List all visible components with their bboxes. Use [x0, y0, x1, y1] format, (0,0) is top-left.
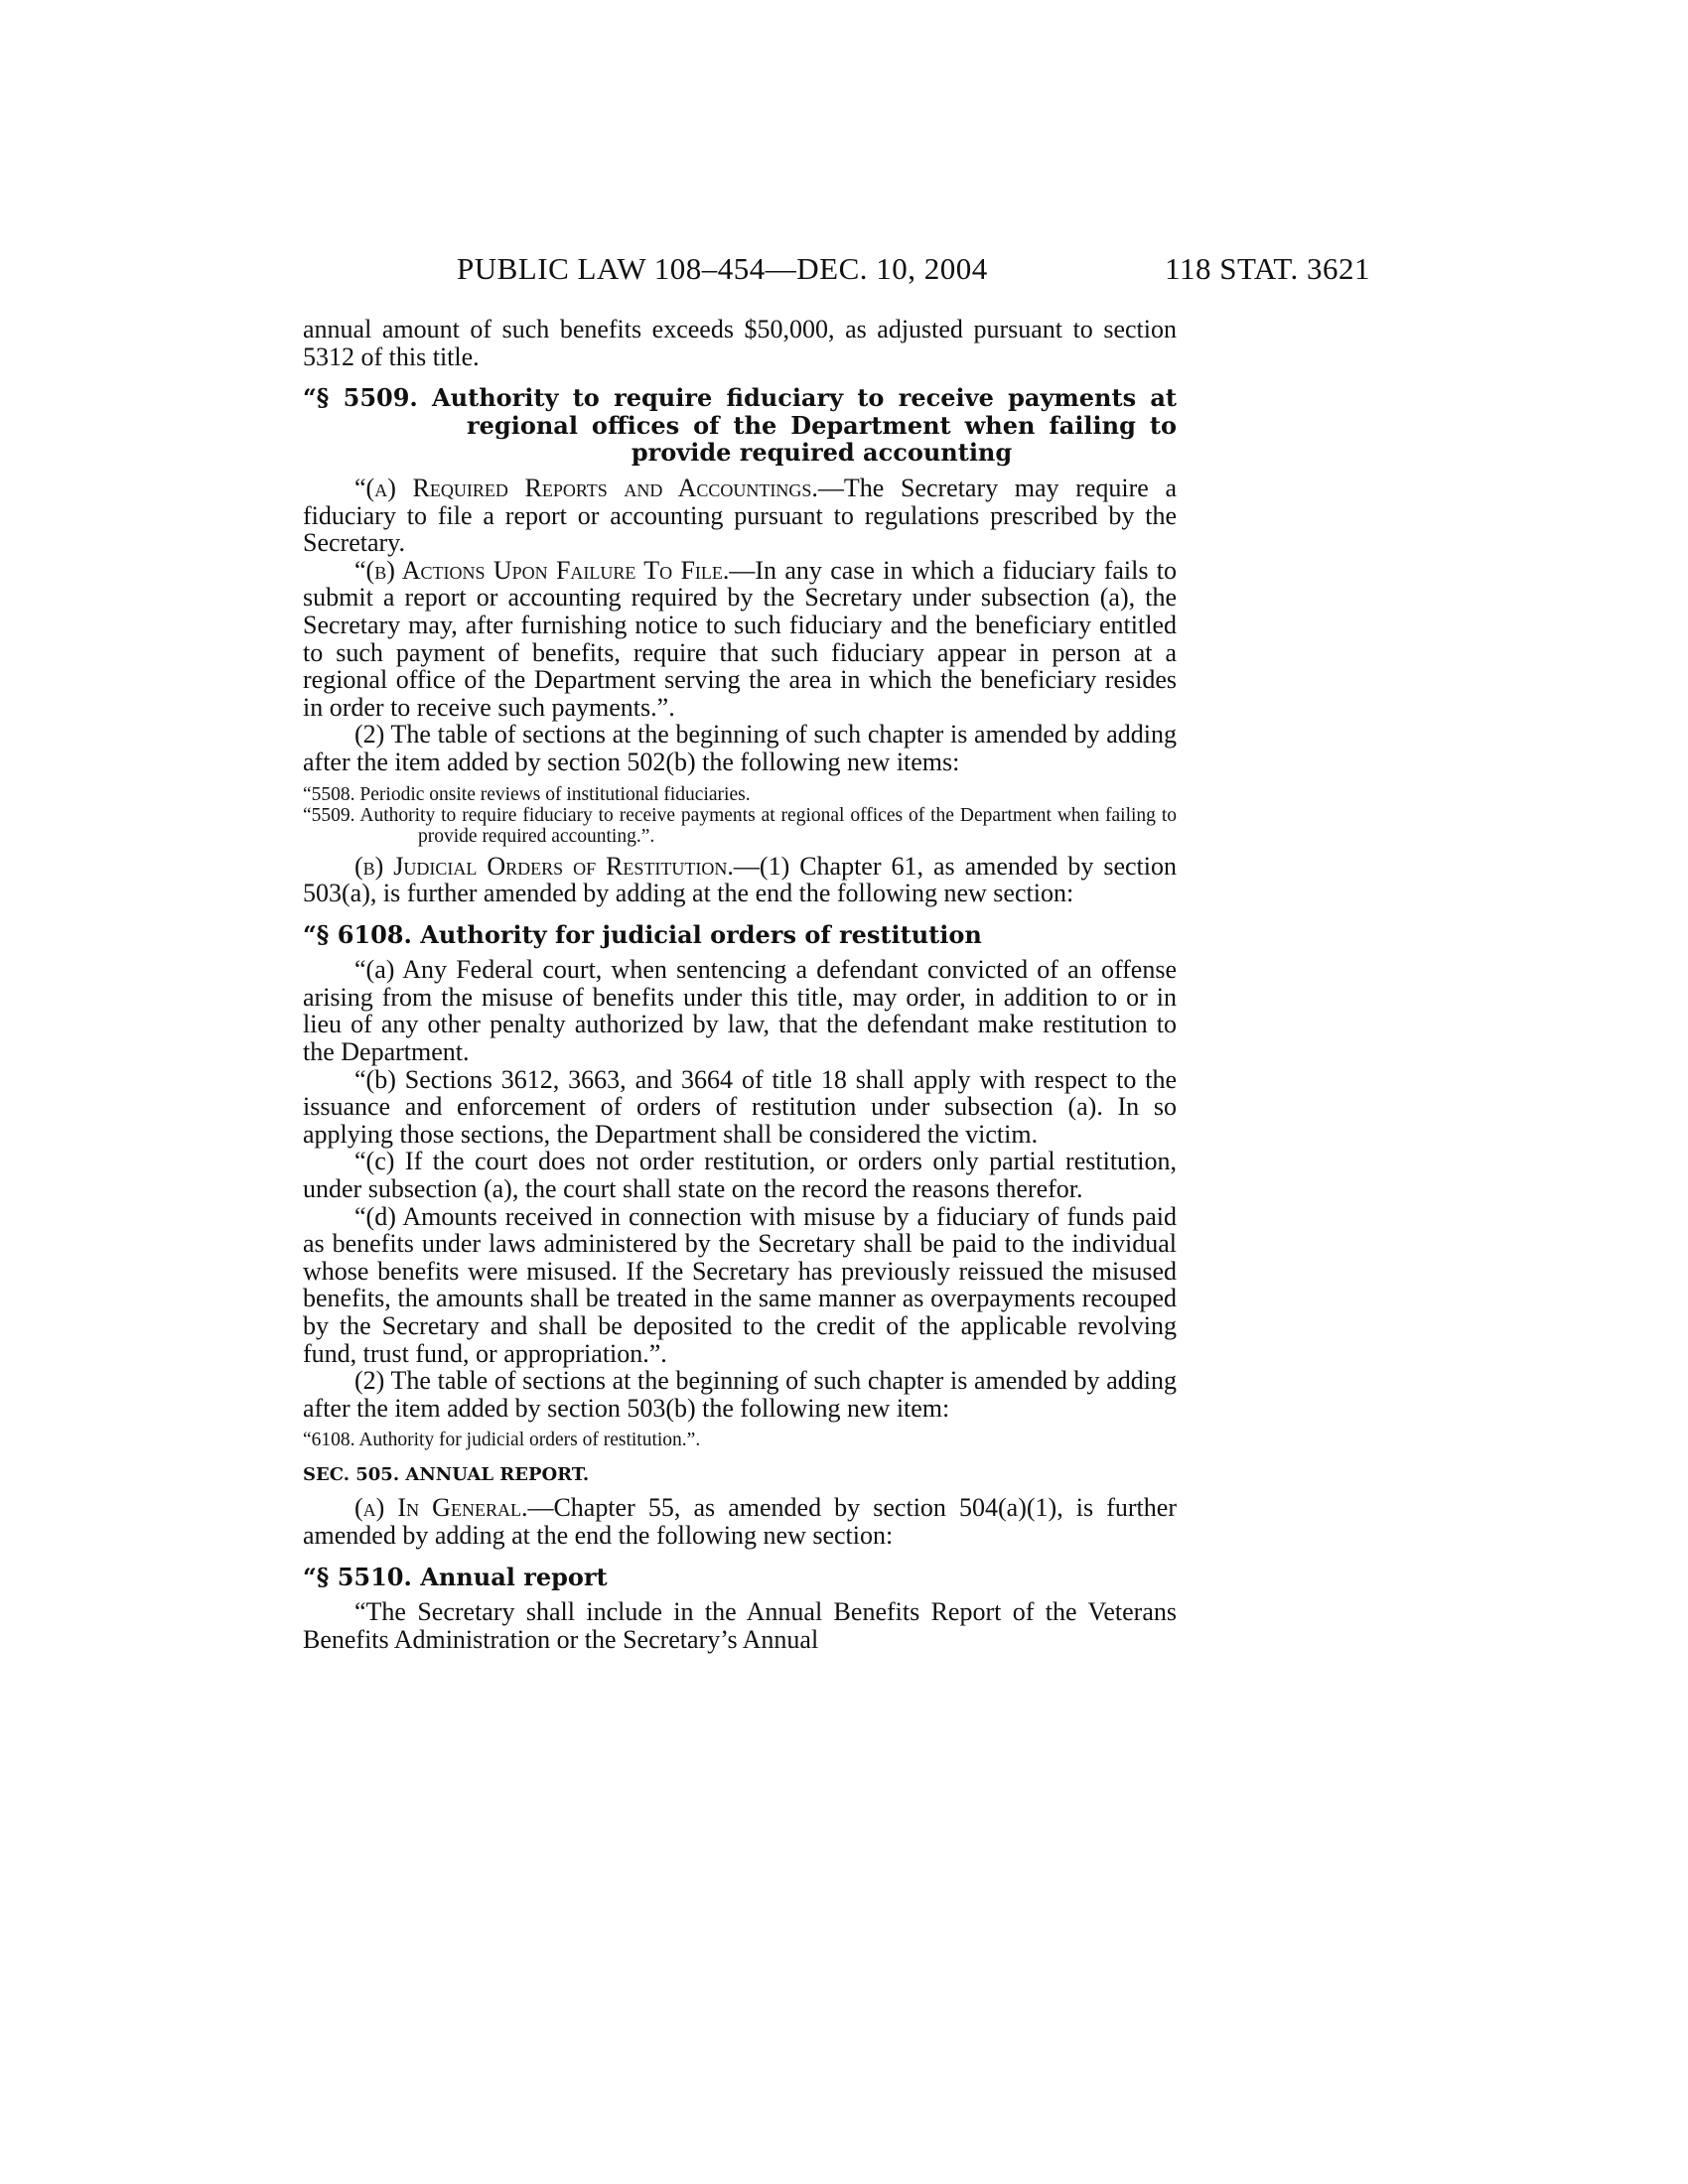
subsection-a-heading: “(a) Required Reports and Accountings.: [354, 473, 818, 502]
judicial-orders-paragraph: [303, 853, 1177, 907]
paragraph: (2) The table of sections at the beginning of such chapter is amended by adding after the item added by section 503(b) the following new item:: [303, 1366, 1177, 1423]
restitution-a: “(a) Any Federal court, when sentencing a defendant convicted of an offense arising from the misuse of benefits under this title, may order, in addition to or in lieu of any other penalty authorized by law, that the defendant make restitution to the Department.: [303, 955, 1177, 1067]
document-body: [303, 316, 1177, 1653]
restitution-b: “(b) Sections 3612, 3663, and 3664 of title 18 shall apply with respect to the issuance and enforcement of orders of restitution under subsection (a). In so applying those sections, the Department shall be considered the victim.: [303, 1064, 1177, 1149]
toc-item: “5508. Periodic onsite reviews of institutional fiduciaries.: [303, 783, 751, 805]
restitution-c: “(c) If the court does not order restitution, or orders only partial restitution, under subsection (a), the court shall state on the record the reasons therefor.: [303, 1147, 1177, 1204]
paragraph: “The Secretary shall include in the Annual Benefits Report of the Veterans Benefits Administration or the Secretary’s Annual: [303, 1597, 1177, 1654]
subsection-b: [303, 557, 1177, 722]
paragraph: annual amount of such benefits exceeds $50,000, as adjusted pursuant to section 5312 of this title.: [303, 315, 1177, 371]
section-heading-6108: “§ 6108. Authority for judicial orders of restitution: [303, 919, 982, 949]
subsection-a-text: —The Secretary may require a fiduciary to file a report or accounting pursuant to regulations prescribed by the Secretary.: [303, 473, 1177, 558]
paragraph: (2) The table of sections at the beginning of such chapter is amended by adding after the item added by section 502(b) the following new items:: [303, 720, 1177, 776]
toc-item: “6108. Authority for judicial orders of restitution.”.: [303, 1430, 701, 1451]
subsection-b-heading: “(b) Actions Upon Failure To File.: [354, 555, 730, 585]
judicial-orders-heading: (b) Judicial Orders of Restitution.: [354, 851, 734, 881]
in-general-heading: (a) In General.: [354, 1493, 528, 1523]
in-general-paragraph: [303, 1494, 1177, 1549]
subsection-a: [303, 475, 1177, 557]
toc-item: “5509. Authority to require fiduciary to receive payments at regional offices of the Department when failing to provide required accounting.”.: [303, 804, 1177, 847]
law-citation: PUBLIC LAW 108–454—DEC. 10, 2004: [457, 251, 988, 286]
section-heading-5509: “§ 5509. Authority to require fiduciary to receive payments at regional offices of the Department when failing to provide required accounting: [303, 383, 1177, 468]
running-head: [457, 251, 1370, 291]
stat-page-number: 118 STAT. 3621: [1165, 251, 1370, 286]
section-heading-5510: “§ 5510. Annual report: [303, 1562, 608, 1591]
section-505-heading: SEC. 505. ANNUAL REPORT.: [303, 1464, 590, 1486]
restitution-d: “(d) Amounts received in connection with misuse by a fiduciary of funds paid as benefits under laws administered by the Secretary shall be paid to the individual whose benefits were misused. If the Secretary has previously reissued the misused benefits, the amounts shall be treated in the same manner as overpayments recouped by the Secretary and shall be deposited to the credit of the applicable revolving fund, trust fund, or appropriation.”.: [303, 1201, 1177, 1368]
judicial-orders-text: —(1) Chapter 61, as amended by section 503(a), is further amended by adding at the end the following new section:: [303, 851, 1177, 908]
subsection-b-text: —In any case in which a fiduciary fails to submit a report or accounting required by the Secretary under subsection (a), the Secretary may, after furnishing notice to such fiduciary and the beneficiary entitled to such payment of benefits, require that such fiduciary appear in person at a regional office of the Department serving the area in which the beneficiary resides in order to receive such payments.”.: [303, 555, 1178, 722]
in-general-text: —Chapter 55, as amended by section 504(a)(1), is further amended by adding at the end the following new section:: [303, 1493, 1177, 1550]
table-of-sections: [303, 1430, 1177, 1450]
table-of-sections: [303, 784, 1177, 847]
